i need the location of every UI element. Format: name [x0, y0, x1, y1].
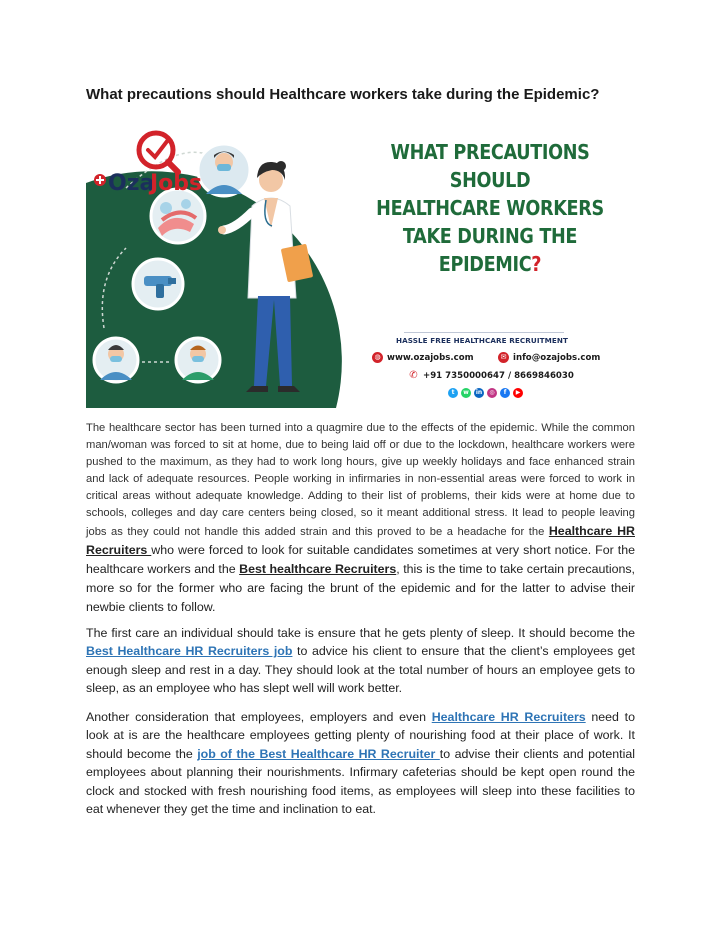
banner-headline: [368, 138, 612, 278]
paragraph-2: [86, 624, 635, 698]
doctor-man-icon: [176, 338, 220, 382]
svg-text:Oza: Oza: [108, 171, 155, 196]
paragraph-1-text-a: The healthcare sector has been turned into a quagmire due to the effects of the epidemic. While the common man/woman was forced to sit at home, due to being laid off or due to the lockdown, healthcare workers were pushed to the maximum, as they had to work long hours, give up weekly holidays and face enhanced strain and lack of adequate resources. People working in infirmaries in non-essential areas were forced to work in critical areas without adequate knowledge. Adding to their list of problems, their kids were at home due to schools, colleges and day care centers being closed, so it meant additional stress. It lead to people leaving jobs as they could not handle this added strain and this proved to be a headache for the: [86, 422, 635, 538]
paragraph-1-text-c: , this is the time to take certain precautions, more so for the former who are facing the brunt of the epidemic and for the latter to advise their newbie clients to follow.: [86, 562, 635, 614]
phone-text: +91 7350000647 / 8669846030: [423, 370, 574, 381]
banner-tagline: HASSLE FREE HEALTHCARE RECRUITMENT: [396, 336, 568, 345]
healthcare-hr-recruiters-link-1[interactable]: Healthcare HR Recruiters: [86, 524, 635, 557]
svg-text:Jobs: Jobs: [150, 171, 203, 196]
whatsapp-icon: w: [461, 388, 471, 398]
headline-line-2: HEALTHCARE WORKERS: [376, 196, 604, 220]
ozajobs-logo: [86, 128, 206, 198]
healthcare-hr-recruiters-link-2[interactable]: Healthcare HR Recruiters: [431, 710, 586, 724]
phone-icon: ✆: [409, 370, 418, 381]
paragraph-1: [86, 420, 635, 617]
headline-line-3: TAKE DURING THE EPIDEMIC?: [402, 224, 578, 276]
best-healthcare-recruiters-link[interactable]: Best healthcare Recruiters: [239, 562, 397, 576]
linkedin-icon: in: [475, 389, 483, 396]
paragraph-3-text-c: to advise their clients and potential employees about planning their nourishments. Infirmary cafeterias should be kept open round the clock and stocked with fresh nourishing food items, as employees will sleep into these facilities to eat whenever they get the time and inclination to eat.: [86, 746, 635, 817]
facebook-icon: f: [500, 388, 510, 398]
paragraph-3: [86, 708, 635, 818]
twitter-icon: t: [448, 388, 458, 398]
youtube-icon: ▶: [513, 388, 523, 398]
instagram-icon: ◎: [487, 388, 497, 398]
email-contact: [498, 352, 600, 363]
paragraph-2-text-b: to advice his client to ensure that the client’s employees get enough sleep and rest in a day. They should look at the total number of hours an employee gets to sleep, as an employee who has slept well will work better.: [86, 644, 635, 696]
paragraph-1-text-b: who were forced to look for suitable candidates sometimes at very short notice. For the healthcare workers and the: [86, 543, 635, 576]
document-title: What precautions should Healthcare workers take during the Epidemic?: [86, 86, 600, 103]
headline-line-1: WHAT PRECAUTIONS SHOULD: [390, 140, 590, 192]
patient-man-icon: [94, 338, 138, 382]
thermometer-icon: [133, 259, 183, 309]
social-icons: [448, 388, 523, 398]
website-contact: [372, 352, 474, 363]
best-healthcare-hr-recruiters-job-link[interactable]: Best Healthcare HR Recruiters job: [86, 644, 293, 659]
email-text: info@ozajobs.com: [513, 352, 601, 363]
globe-icon: ◍: [372, 352, 383, 363]
paragraph-3-text-a: Another consideration that employees, employers and even: [86, 710, 432, 724]
job-of-best-healthcare-hr-recruiter-link[interactable]: job of the Best Healthcare HR Recruiter: [197, 746, 440, 761]
website-text: www.ozajobs.com: [387, 352, 474, 363]
article-banner: [86, 128, 638, 408]
paragraph-2-text-a: The first care an individual should take is ensure that he gets plenty of sleep. It should become the: [86, 626, 635, 640]
tagline-rule: [404, 332, 564, 333]
email-icon: ✉: [498, 352, 509, 363]
paragraph-3-text-b: need to look at is are the healthcare employees getting plenty of nourishing food at their place of work. It should become the: [86, 710, 635, 761]
phone-contact: [408, 370, 574, 381]
